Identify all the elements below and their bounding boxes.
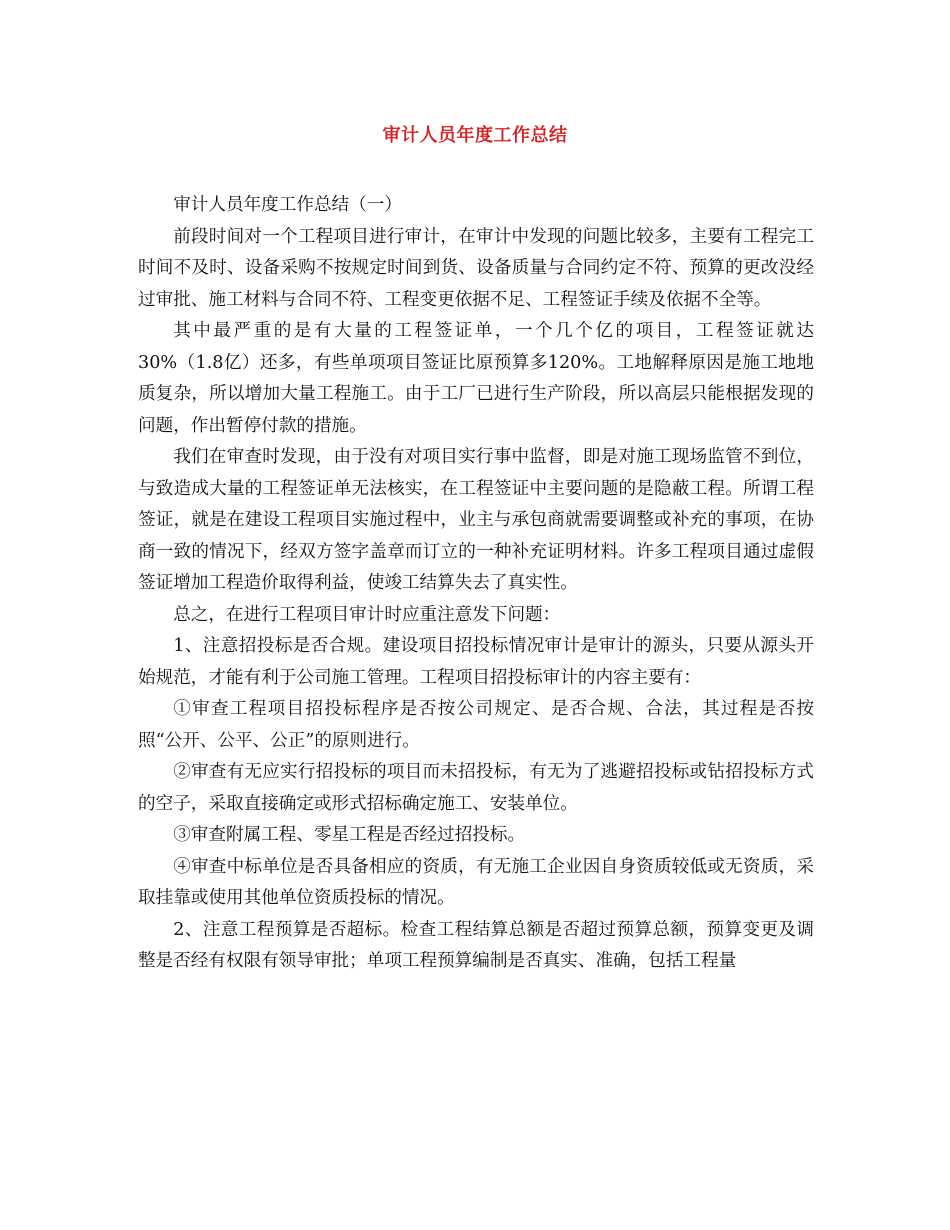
paragraph: ④审查中标单位是否具备相应的资质，有无施工企业因自身资质较低或无资质，采取挂靠或使用其他单位资质投标的情况。 — [138, 856, 814, 908]
paragraph: 1、注意招投标是否合规。建设项目招投标情况审计是审计的源头，只要从源头开始规范，才能有利于公司施工管理。工程项目招投标审计的内容主要有： — [138, 636, 814, 688]
paragraph: ②审查有无应实行招投标的项目而未招投标，有无为了逃避招投标或钻招投标方式的空子，采取直接确定或形式招标确定施工、安装单位。 — [138, 762, 814, 814]
paragraph: 前段时间对一个工程项目进行审计，在审计中发现的问题比较多，主要有工程完工时间不及时、设备采购不按规定时间到货、设备质量与合同约定不符、预算的更改没经过审批、施工材料与合同不符、工程变更依据不足、工程签证手续及依据不全等。 — [138, 226, 814, 310]
paragraph: 我们在审查时发现，由于没有对项目实行事中监督，即是对施工现场监管不到位，与致造成大量的工程签证单无法核实，在工程签证中主要问题的是隐蔽工程。所谓工程签证，就是在建设工程项目实施过程中，业主与承包商就需要调整或补充的事项，在协商一致的情况下，经双方签字盖章而订立的一种补充证明材料。许多工程项目通过虚假签证增加工程造价取得利益，使竣工结算失去了真实性。 — [138, 447, 814, 593]
paragraph: 2、注意工程预算是否超标。检查工程结算总额是否超过预算总额，预算变更及调整是否经有权限有领导审批；单项工程预算编制是否真实、准确，包括工程量 — [138, 919, 814, 971]
paragraph: ③审查附属工程、零星工程是否经过招投标。 — [173, 825, 526, 845]
paragraph-subtitle: 审计人员年度工作总结（一） — [173, 195, 402, 215]
paragraph: 总之，在进行工程项目审计时应重注意发下问题： — [173, 604, 561, 625]
paragraph: ①审查工程项目招投标程序是否按公司规定、是否合规、合法，其过程是否按照“公开、公平、公正”的原则进行。 — [138, 699, 814, 751]
document-body — [138, 190, 814, 978]
paragraph: 其中最严重的是有大量的工程签证单，一个几个亿的项目，工程签证就达30%（1.8亿）还多，有些单项项目签证比原预算多120%。工地解释原因是施工地地质复杂，所以增加大量工程施工。由于工厂已进行生产阶段，所以高层只能根据发现的问题，作出暂停付款的措施。 — [138, 321, 814, 436]
document-title: 审计人员年度工作总结 — [382, 125, 568, 146]
